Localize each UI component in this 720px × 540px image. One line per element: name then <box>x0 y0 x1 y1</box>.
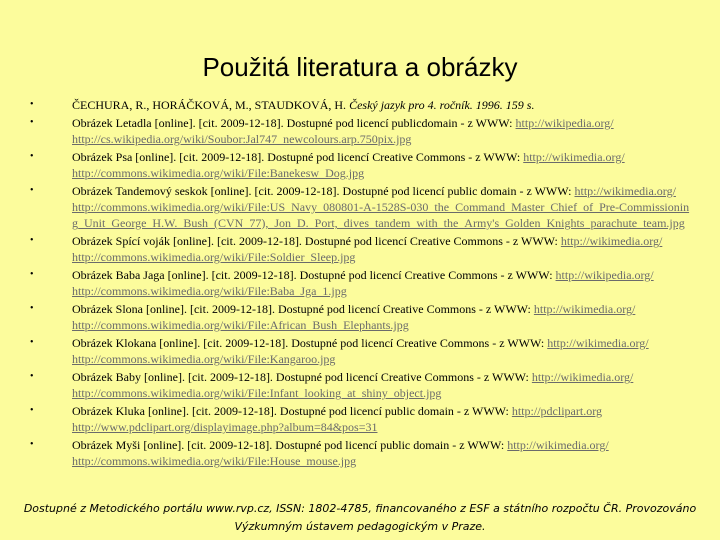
file-link[interactable]: http://commons.wikimedia.org/wiki/File:Banekesw_Dog.jpg <box>72 166 365 180</box>
bullet: • <box>30 439 34 450</box>
reference-text: Obrázek Spící voják [online]. [cit. 2009-12-18]. Dostupné pod licencí Creative Commons - z WWW: <box>72 234 561 248</box>
bullet: • <box>30 151 34 162</box>
footer-line-1: Dostupné z Metodického portálu www.rvp.cz, ISSN: 1802-4785, financovaného z ESF a státního rozpočtu ČR. Provozováno <box>23 502 697 515</box>
file-link[interactable]: http://commons.wikimedia.org/wiki/File:Soldier_Sleep.jpg <box>72 250 356 264</box>
source-link[interactable]: http://wikipedia.org/ <box>555 268 654 282</box>
list-item <box>26 233 690 265</box>
list-item <box>26 369 690 401</box>
source-link[interactable]: http://wikimedia.org/ <box>547 336 649 350</box>
list-item <box>26 97 690 113</box>
bullet: • <box>30 185 34 196</box>
bullet: • <box>30 303 34 314</box>
bullet: • <box>30 235 34 246</box>
source-link[interactable]: http://wikimedia.org/ <box>533 302 636 316</box>
source-link[interactable]: http://wikimedia.org/ <box>574 184 676 198</box>
file-link[interactable]: http://commons.wikimedia.org/wiki/File:Infant_looking_at_shiny_object.jpg <box>72 386 442 400</box>
reference-text: Obrázek Baby [online]. [cit. 2009-12-18]. Dostupné pod licencí Creative Commons - z WWW: <box>72 370 532 384</box>
page-title: Použitá literatura a obrázky <box>202 52 518 82</box>
reference-text: Obrázek Baba Jaga [online]. [cit. 2009-12-18]. Dostupné pod licencí Creative Commons - z WWW: <box>72 268 556 282</box>
reference-list <box>26 97 690 471</box>
source-link[interactable]: http://wikimedia.org/ <box>560 234 663 248</box>
reference-text: Obrázek Slona [online]. [cit. 2009-12-18]. Dostupné pod licencí Creative Commons - z WWW: <box>72 302 534 316</box>
list-item <box>26 115 690 147</box>
file-link[interactable]: http://www.pdclipart.org/displayimage.php?album=84&pos=31 <box>72 420 378 434</box>
source-link[interactable]: http://wikimedia.org/ <box>523 150 625 164</box>
list-item <box>26 183 690 231</box>
list-item <box>26 437 690 469</box>
file-link[interactable]: http://commons.wikimedia.org/wiki/File:Kangaroo.jpg <box>72 352 336 366</box>
bullet: • <box>30 405 34 416</box>
file-link[interactable]: http://commons.wikimedia.org/wiki/File:US_Navy_080801-A-1528S-030_the_Command_Master_Chief_of_Pre-Commissioning_Unit_George_H.W._Bush_(CVN_77),_Jon_D._Port,_dives_tandem_with_the_Army's_Golden_Knights_parachute_team.jpg <box>72 200 690 230</box>
source-link[interactable]: http://wikipedia.org/ <box>515 116 614 130</box>
reference-text: ČECHURA, R., HORÁČKOVÁ, M., STAUDKOVÁ, H. <box>72 98 350 112</box>
file-link[interactable]: http://commons.wikimedia.org/wiki/File:Baba_Jga_1.jpg <box>72 284 347 298</box>
reference-text: Obrázek Myši [online]. [cit. 2009-12-18]. Dostupné pod licencí public domain - z WWW: <box>72 438 508 452</box>
source-link[interactable]: http://wikimedia.org/ <box>531 370 634 384</box>
source-link[interactable]: http://wikimedia.org/ <box>507 438 609 452</box>
file-link[interactable]: http://commons.wikimedia.org/wiki/File:African_Bush_Elephants.jpg <box>72 318 409 332</box>
reference-text: Obrázek Tandemový seskok [online]. [cit. 2009-12-18]. Dostupné pod licencí public domain - z WWW: <box>72 184 575 198</box>
list-item <box>26 149 690 181</box>
list-item <box>26 335 690 367</box>
list-item <box>26 301 690 333</box>
bullet: • <box>30 269 34 280</box>
footer-note <box>0 500 720 536</box>
reference-text: Obrázek Klokana [online]. [cit. 2009-12-18]. Dostupné pod licencí Creative Commons - z WWW: <box>72 336 548 350</box>
file-link[interactable]: http://cs.wikipedia.org/wiki/Soubor:Jal747_newcolours.arp.750pix.jpg <box>72 132 412 146</box>
list-item <box>26 267 690 299</box>
reference-text: Obrázek Letadla [online]. [cit. 2009-12-18]. Dostupné pod licencí publicdomain - z WWW: <box>72 116 516 130</box>
file-link[interactable]: http://commons.wikimedia.org/wiki/File:House_mouse.jpg <box>72 454 357 468</box>
bullet: • <box>30 337 34 348</box>
bullet: • <box>30 99 34 110</box>
bullet: • <box>30 117 34 128</box>
source-link[interactable]: http://pdclipart.org <box>511 404 602 418</box>
footer-line-2: Výzkumným ústavem pedagogickým v Praze. <box>234 520 486 533</box>
reference-text: Obrázek Kluka [online]. [cit. 2009-12-18]. Dostupné pod licencí public domain - z WWW: <box>72 404 512 418</box>
reference-text: Obrázek Psa [online]. [cit. 2009-12-18]. Dostupné pod licencí Creative Commons - z WWW: <box>72 150 524 164</box>
bullet: • <box>30 371 34 382</box>
list-item <box>26 403 690 435</box>
book-title: Český jazyk pro 4. ročník. 1996. 159 s. <box>349 98 535 112</box>
